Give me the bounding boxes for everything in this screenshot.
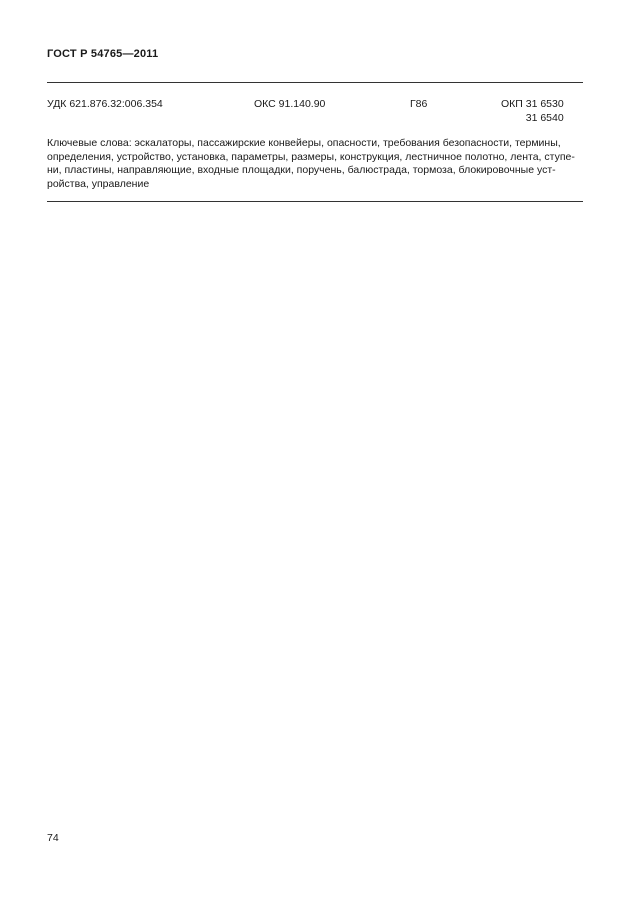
top-divider xyxy=(47,82,583,83)
okp-code-line-1: ОКП 31 6530 xyxy=(501,98,564,110)
bottom-divider xyxy=(47,201,583,202)
keywords-line-2: определения, устройство, установка, параметры, размеры, конструкция, лестничное полотно, лента, ступе- xyxy=(47,150,575,163)
keywords-line-1: Ключевые слова: эскалаторы, пассажирские конвейеры, опасности, требования безопасности, термины, xyxy=(47,137,561,149)
oks-code: ОКС 91.140.90 xyxy=(254,98,326,110)
okp-code-line-2: 31 6540 xyxy=(525,112,564,124)
g-code: Г86 xyxy=(410,98,428,110)
keywords-paragraph xyxy=(47,137,583,191)
keywords-line-3: ни, пластины, направляющие, входные площадки, поручень, балюстрада, тормоза, блокировочные уст- xyxy=(47,164,556,176)
keywords-line-4: ройства, управление xyxy=(47,177,150,190)
okp-code xyxy=(501,97,564,125)
udk-code: УДК 621.876.32:006.354 xyxy=(47,98,163,110)
page-number: 74 xyxy=(47,832,59,844)
document-id: ГОСТ Р 54765—2011 xyxy=(47,48,159,60)
